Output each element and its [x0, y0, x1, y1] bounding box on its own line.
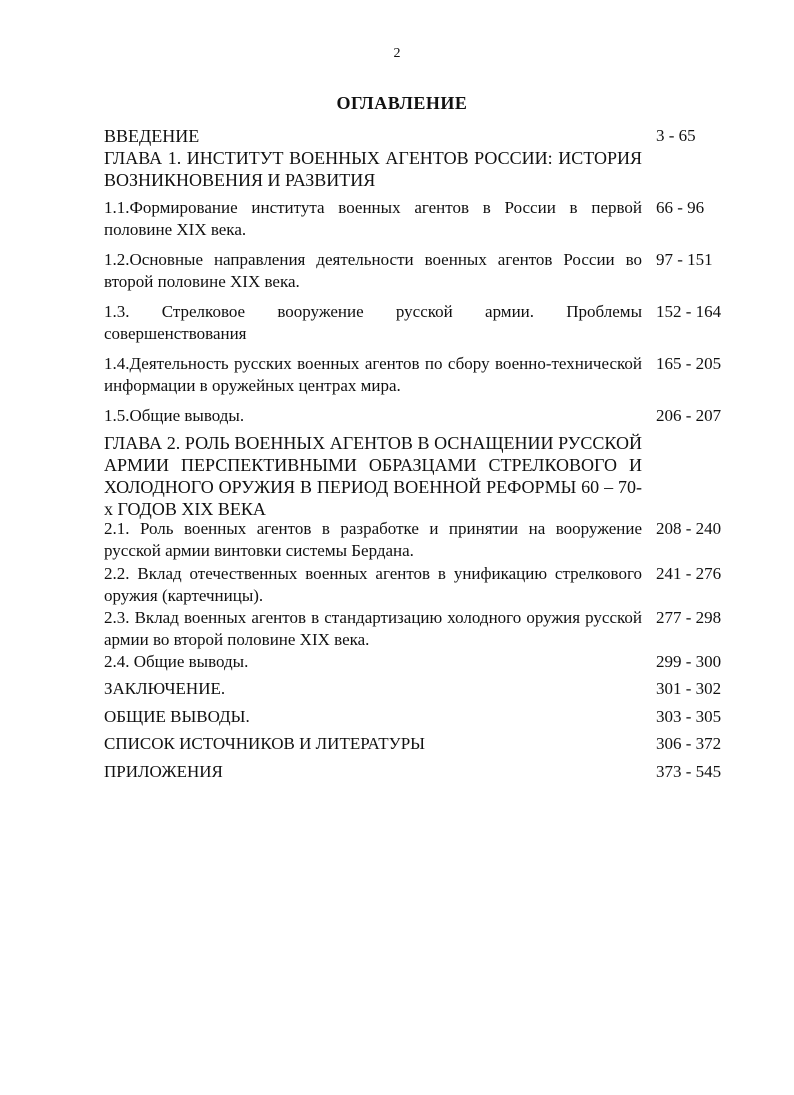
- toc-entry-pages: 303 - 305: [656, 707, 722, 726]
- toc-entry-text: ПРИЛОЖЕНИЯ: [104, 762, 223, 781]
- toc-entry-pages: 165 - 205: [656, 354, 722, 373]
- toc-entry-pages: 373 - 545: [656, 762, 722, 781]
- toc-entry-pages: 66 - 96: [656, 198, 705, 217]
- toc-entry-text: 2.2. Вклад отечественных военных агентов в унификацию стрелкового оружия (картечницы).: [104, 564, 642, 605]
- toc-entry-text: 1.3. Стрелковое вооружение русской армии. Проблемы совершенствования: [104, 302, 642, 343]
- toc-entry-text: 1.1.Формирование института военных агентов в России в первой половине XIX века.: [104, 198, 642, 239]
- toc-entry-pages: 277 - 298: [656, 608, 722, 627]
- toc-entry-pages: 306 - 372: [656, 734, 722, 753]
- toc-entry-pages: 301 - 302: [656, 679, 722, 698]
- toc-entry-text: ВВЕДЕНИЕ: [104, 126, 200, 146]
- toc-entry-text: ОБЩИЕ ВЫВОДЫ.: [104, 707, 250, 726]
- toc-entry-text: 1.2.Основные направления деятельности военных агентов России во второй половине XIX века.: [104, 250, 642, 291]
- toc-entry-text: 2.3. Вклад военных агентов в стандартизацию холодного оружия русской армии во второй половине XIX века.: [104, 608, 642, 649]
- toc-entry-text: 2.1. Роль военных агентов в разработке и принятии на вооружение русской армии винтовки системы Бердана.: [104, 519, 642, 560]
- toc-entry-text: ЗАКЛЮЧЕНИЕ.: [104, 679, 226, 698]
- toc-entry-text: 1.4.Деятельность русских военных агентов по сбору военно-технической информации в оружейных центрах мира.: [104, 354, 642, 395]
- toc-entry-text: 2.4. Общие выводы.: [104, 652, 249, 671]
- toc-entry-text: ГЛАВА 1. ИНСТИТУТ ВОЕННЫХ АГЕНТОВ РОССИИ: ИСТОРИЯ ВОЗНИКНОВЕНИЯ И РАЗВИТИЯ: [104, 148, 642, 190]
- toc-entry-pages: 299 - 300: [656, 652, 722, 671]
- toc-entry-text: 1.5.Общие выводы.: [104, 406, 245, 425]
- page-title: ОГЛАВЛЕНИЕ: [336, 93, 468, 113]
- toc-entry-text: СПИСОК ИСТОЧНИКОВ И ЛИТЕРАТУРЫ: [104, 734, 425, 753]
- toc-entry-text: ГЛАВА 2. РОЛЬ ВОЕННЫХ АГЕНТОВ В ОСНАЩЕНИИ РУССКОЙ АРМИИ ПЕРСПЕКТИВНЫМИ ОБРАЗЦАМИ СТРЕЛКОВОГО И ХОЛОДНОГО ОРУЖИЯ В ПЕРИОД ВОЕННОЙ РЕФОРМЫ 60 – 70-х ГОДОВ XIX ВЕКА: [104, 433, 642, 519]
- toc-entry-pages: 3 - 65: [656, 126, 696, 145]
- toc-entry-pages: 241 - 276: [656, 564, 722, 583]
- toc-entry-pages: 97 - 151: [656, 250, 713, 269]
- toc-entry-pages: 152 - 164: [656, 302, 722, 321]
- toc-entry-pages: 208 - 240: [656, 519, 722, 538]
- toc-entry-pages: 206 - 207: [656, 406, 722, 425]
- page-number: 2: [393, 46, 401, 61]
